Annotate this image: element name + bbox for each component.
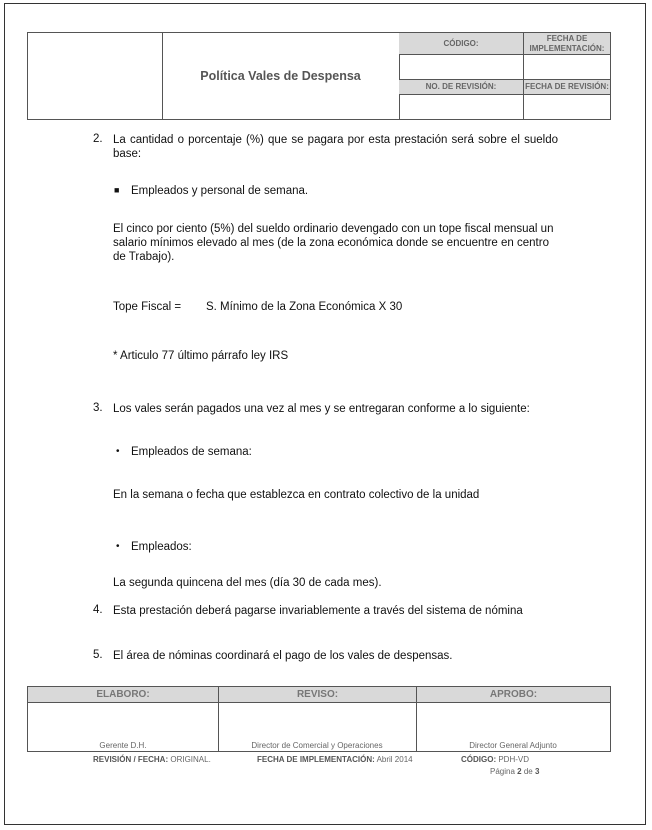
aprobo-signature: Director General Adjunto [469,741,557,750]
revision-fecha-label: REVISIÓN / FECHA: [93,755,169,764]
round-bullet-icon: • [116,446,120,457]
item-4-number: 4. [93,604,103,616]
bullet-empleados-personal: Empleados y personal de semana. [131,185,309,197]
item-5-number: 5. [93,649,103,661]
item-2-text: La cantidad o porcentaje (%) que se pagara por esta prestación será sobre el sueldo base: [113,134,558,160]
codigo-footer [461,755,529,764]
item-3-text: Los vales serán pagados una vez al mes y se entregaran conforme a lo siguiente: [113,403,530,415]
fecha-revision-label: FECHA DE REVISIÓN: [524,80,610,95]
document-header-table [27,32,611,120]
fecha-implementacion [257,755,413,764]
header-divider [523,33,524,119]
codigo-label: CÓDIGO: [399,33,523,55]
elaboro-label: ELABORO: [28,687,218,703]
no-revision-label: NO. DE REVISIÓN: [399,80,523,95]
bullet-empleados: Empleados: [131,541,192,553]
aprobo-label: APROBO: [416,687,610,703]
square-bullet-icon: ■ [114,185,120,195]
tope-fiscal-label: Tope Fiscal = [113,301,182,313]
round-bullet-icon: • [116,541,120,552]
item-4-text: Esta prestación deberá pagarse invariablemente a través del sistema de nómina [113,605,523,617]
codigo-footer-value: PDH-VD [498,755,530,764]
page-current: 2 [517,767,522,776]
fecha-implementacion-footer-value: Abril 2014 [376,755,413,764]
document-title: Política Vales de Despensa [162,33,400,119]
paragraph-semana-fecha: En la semana o fecha que establezca en contrato colectivo de la unidad [113,489,480,501]
item-5-text: El área de nóminas coordinará el pago de los vales de despensas. [113,650,453,662]
reviso-label: REVISO: [218,687,416,703]
tope-fiscal-value: S. Mínimo de la Zona Económica X 30 [206,301,403,313]
logo-cell [28,33,163,119]
articulo-note: * Articulo 77 último párrafo ley IRS [113,350,289,362]
codigo-footer-label: CÓDIGO: [461,755,497,764]
page-number [490,767,539,776]
paragraph-cinco-por-ciento: El cinco por ciento (5%) del sueldo ordinario devengado con un tope fiscal mensual un salario mínimos elevado al mes (de la zona económica donde se encuentre en centro de Trabajo). [113,223,554,263]
codigo-value-cell [399,55,610,80]
revision-fecha [93,755,211,764]
revision-fecha-value: ORIGINAL. [170,755,211,764]
item-3-number: 3. [93,402,103,414]
page-word: Página [490,767,515,776]
signature-table [27,686,611,752]
elaboro-signature: Gerente D.H. [99,741,147,750]
page-total: 3 [534,767,540,776]
page-of: de [523,767,533,776]
paragraph-segunda-quincena: La segunda quincena del mes (día 30 de cada mes). [113,577,382,589]
fecha-implementacion-footer-label: FECHA DE IMPLEMENTACIÓN: [257,755,375,764]
item-2-number: 2. [93,133,103,145]
fecha-implementacion-label: FECHA DE IMPLEMENTACIÓN: [524,33,610,55]
bullet-empleados-semana: Empleados de semana: [131,446,252,458]
reviso-signature: Director de Comercial y Operaciones [251,741,383,750]
